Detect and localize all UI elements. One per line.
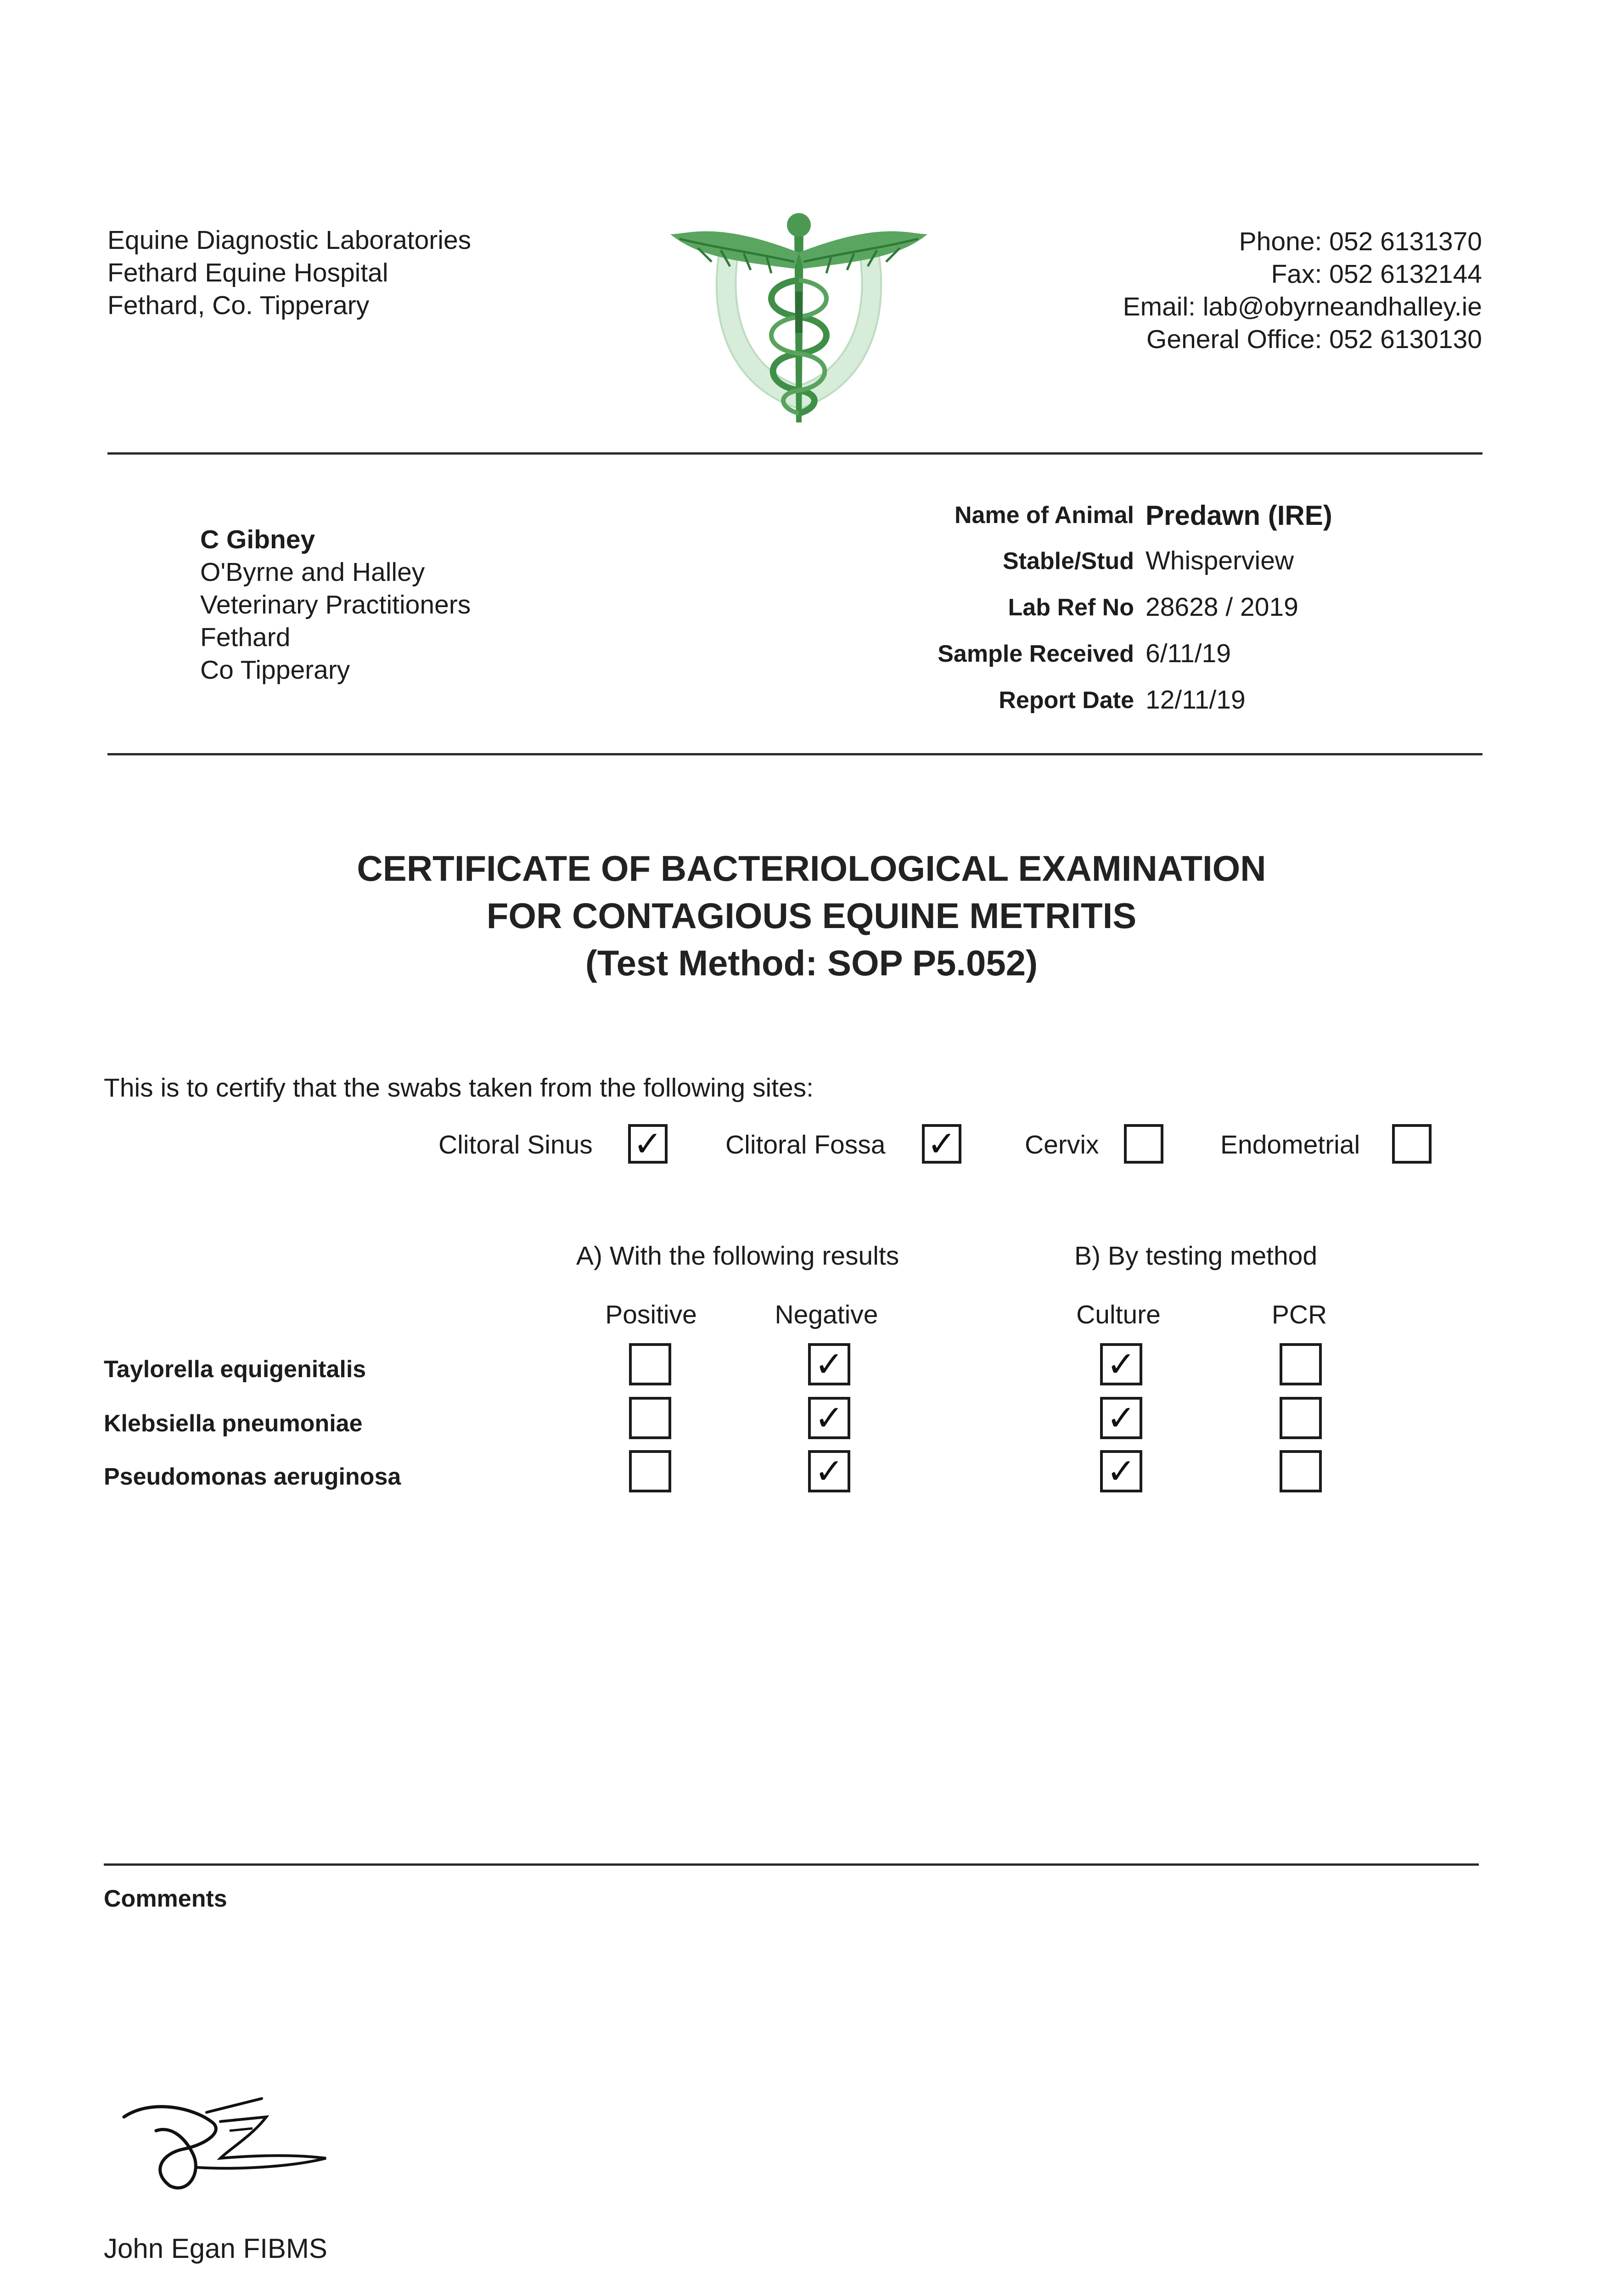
checkbox-clitoral-fossa[interactable]: ✓ bbox=[922, 1124, 961, 1164]
detail-value-received: 6/11/19 bbox=[1146, 639, 1231, 668]
detail-value-report-date: 12/11/19 bbox=[1146, 685, 1246, 715]
site-label-clitoral-fossa: Clitoral Fossa bbox=[725, 1130, 886, 1159]
checkbox-clitoral-sinus[interactable]: ✓ bbox=[628, 1124, 668, 1164]
signature-image bbox=[115, 2080, 335, 2200]
organism-taylorella: Taylorella equigenitalis bbox=[104, 1356, 366, 1383]
comments-label: Comments bbox=[104, 1885, 227, 1912]
recipient-line: Co Tipperary bbox=[200, 655, 350, 685]
checkbox-pseudomonas-negative[interactable]: ✓ bbox=[808, 1450, 850, 1492]
recipient-line: O'Byrne and Halley bbox=[200, 557, 425, 587]
animal-details bbox=[0, 0, 1623, 735]
title-line-3: (Test Method: SOP P5.052) bbox=[585, 943, 1038, 983]
lab-hospital: Fethard Equine Hospital bbox=[107, 258, 388, 287]
detail-value-labref: 28628 / 2019 bbox=[1146, 592, 1298, 622]
lab-general-office: General Office: 052 6130130 bbox=[1146, 325, 1482, 354]
results-group-a-heading: A) With the following results bbox=[576, 1241, 899, 1271]
organism-pseudomonas: Pseudomonas aeruginosa bbox=[104, 1463, 401, 1490]
checkbox-endometrial[interactable] bbox=[1392, 1124, 1432, 1164]
detail-value-animal: Predawn (IRE) bbox=[1146, 500, 1332, 531]
title-line-2: FOR CONTAGIOUS EQUINE METRITIS bbox=[486, 895, 1137, 936]
detail-value-stable: Whisperview bbox=[1146, 546, 1294, 575]
lab-email: Email: lab@obyrneandhalley.ie bbox=[1123, 292, 1482, 321]
checkbox-pseudomonas-positive[interactable] bbox=[629, 1450, 671, 1492]
results-group-b-heading: B) By testing method bbox=[1074, 1241, 1318, 1271]
checkbox-klebsiella-pcr[interactable] bbox=[1280, 1397, 1322, 1439]
detail-label-report-date: Report Date bbox=[999, 687, 1134, 714]
certificate-title bbox=[0, 845, 1623, 987]
organism-klebsiella: Klebsiella pneumoniae bbox=[104, 1410, 363, 1437]
checkbox-cervix[interactable] bbox=[1124, 1124, 1163, 1164]
lab-fax: Fax: 052 6132144 bbox=[1271, 259, 1482, 289]
certify-statement: This is to certify that the swabs taken from the following sites: bbox=[104, 1073, 814, 1103]
recipient-line: Fethard bbox=[200, 623, 291, 652]
detail-label-labref: Lab Ref No bbox=[1008, 594, 1134, 621]
detail-label-stable: Stable/Stud bbox=[1002, 548, 1134, 574]
checkbox-taylorella-positive[interactable] bbox=[629, 1343, 671, 1385]
lab-location: Fethard, Co. Tipperary bbox=[107, 291, 370, 320]
column-culture: Culture bbox=[1076, 1300, 1161, 1329]
detail-label-received: Sample Received bbox=[938, 641, 1134, 667]
checkbox-pseudomonas-pcr[interactable] bbox=[1280, 1450, 1322, 1492]
checkbox-taylorella-negative[interactable]: ✓ bbox=[808, 1343, 850, 1385]
details-divider bbox=[107, 753, 1483, 755]
site-label-cervix: Cervix bbox=[1025, 1130, 1099, 1159]
title-line-1: CERTIFICATE OF BACTERIOLOGICAL EXAMINATION bbox=[357, 848, 1266, 889]
checkbox-klebsiella-positive[interactable] bbox=[629, 1397, 671, 1439]
column-positive: Positive bbox=[605, 1300, 697, 1329]
recipient-line: Veterinary Practitioners bbox=[200, 590, 471, 619]
checkbox-taylorella-pcr[interactable] bbox=[1280, 1343, 1322, 1385]
checkbox-pseudomonas-culture[interactable]: ✓ bbox=[1100, 1450, 1142, 1492]
checkbox-taylorella-culture[interactable]: ✓ bbox=[1100, 1343, 1142, 1385]
site-label-clitoral-sinus: Clitoral Sinus bbox=[438, 1130, 593, 1159]
lab-name: Equine Diagnostic Laboratories bbox=[107, 225, 472, 255]
checkbox-klebsiella-culture[interactable]: ✓ bbox=[1100, 1397, 1142, 1439]
lab-phone: Phone: 052 6131370 bbox=[1239, 227, 1482, 256]
comments-divider bbox=[104, 1863, 1479, 1866]
recipient-name: C Gibney bbox=[200, 525, 315, 554]
column-negative: Negative bbox=[775, 1300, 878, 1329]
checkbox-klebsiella-negative[interactable]: ✓ bbox=[808, 1397, 850, 1439]
column-pcr: PCR bbox=[1271, 1300, 1327, 1329]
detail-label-animal: Name of Animal bbox=[954, 502, 1134, 529]
site-label-endometrial: Endometrial bbox=[1220, 1130, 1360, 1159]
signatory-name: John Egan FIBMS bbox=[104, 2233, 327, 2264]
